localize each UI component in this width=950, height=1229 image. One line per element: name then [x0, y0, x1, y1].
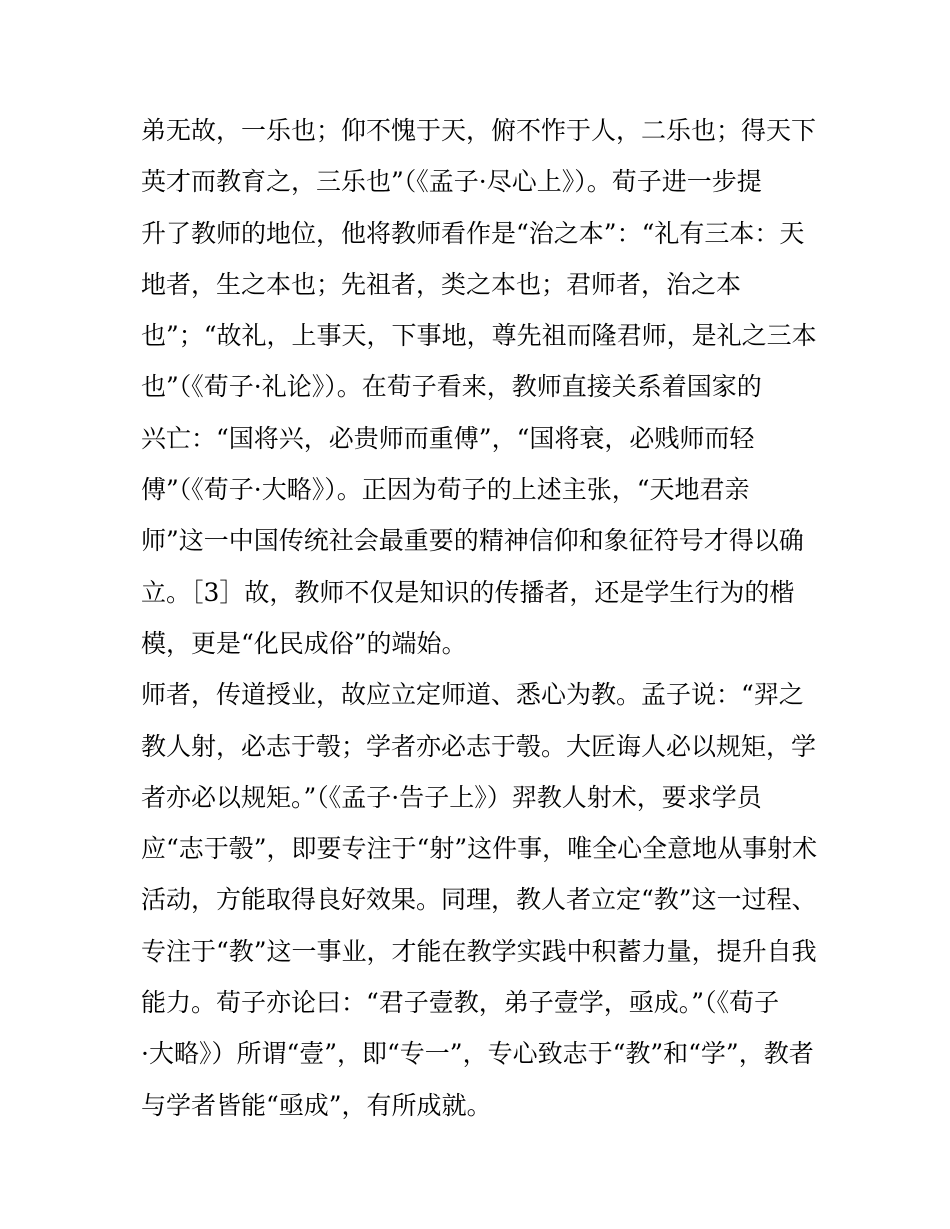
- text-line: 地者，生之本也；先祖者，类之本也；君师者，治之本: [141, 269, 742, 299]
- text-line: 英才而教育之，三乐也”（《孟子·尽心上》）。荀子进一步提: [141, 167, 762, 197]
- text-line: 师者，传道授业，故应立定师道、悉心为教。孟子说：“羿之: [141, 680, 804, 710]
- text-line: 傅”（《荀子·大略》）。正因为荀子的上述主张，“天地君亲: [141, 475, 750, 505]
- text-line: 立。［3］故，教师不仅是知识的传播者，还是学生行为的楷: [141, 577, 795, 607]
- text-line: 应“志于彀”，即要专注于“射”这件事，唯全心全意地从事射术: [141, 834, 818, 864]
- text-line: 升了教师的地位，他将教师看作是“治之本”：“礼有三本：天: [141, 218, 805, 248]
- text-line: 与学者皆能“亟成”，有所成就。: [141, 1090, 492, 1120]
- text-line: 者亦必以规矩。”（《孟子·告子上》）羿教人射术，要求学员: [141, 782, 762, 812]
- text-line: 弟无故，一乐也；仰不愧于天，俯不怍于人，二乐也；得天下: [141, 116, 817, 145]
- text-line: 也”；“故礼，上事天，下事地，尊先祖而隆君师，是礼之三本: [141, 321, 817, 351]
- text-line: 也”（《荀子·礼论》）。在荀子看来，教师直接关系着国家的: [141, 372, 762, 402]
- text-line: 兴亡：“国将兴，必贵师而重傅”，“国将衰，必贱师而轻: [141, 423, 755, 453]
- body-text: [141, 105, 821, 1131]
- text-line: 教人射，必志于彀；学者亦必志于彀。大匠诲人必以规矩，学: [141, 731, 817, 761]
- text-line: 模，更是“化民成俗”的端始。: [141, 628, 467, 658]
- text-line: ·大略》）所谓“壹”，即“专一”，专心致志于“教”和“学”，教者: [141, 1039, 814, 1069]
- text-line: 师”这一中国传统社会最重要的精神信仰和象征符号才得以确: [141, 526, 804, 556]
- text-line: 活动，方能取得良好效果。同理，教人者立定“教”这一过程、: [141, 885, 817, 915]
- text-line: 能力。荀子亦论曰：“君子壹教，弟子壹学，亟成。”（《荀子: [141, 988, 780, 1018]
- text-line: 专注于“教”这一事业，才能在教学实践中积蓄力量，提升自我: [141, 936, 817, 966]
